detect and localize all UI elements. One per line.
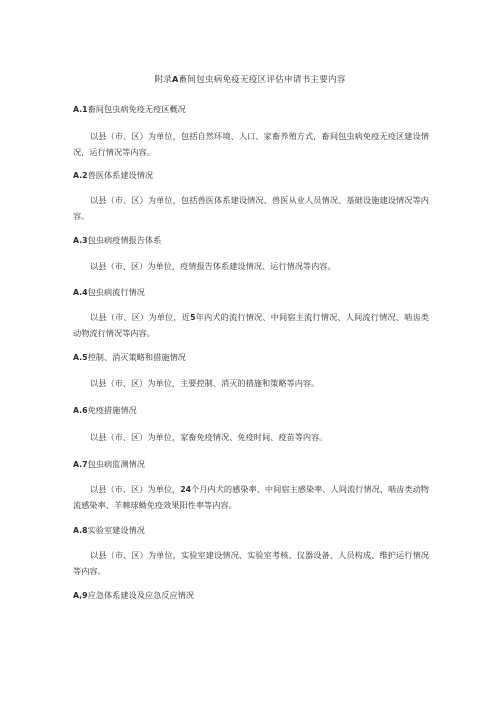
section-number: A.5 xyxy=(73,353,88,362)
section-heading-a1 xyxy=(73,103,186,116)
section-title: 控制、消灭策略和措施情况 xyxy=(87,352,186,362)
document-title xyxy=(0,73,500,86)
section-title: 畜间包虫病免疫无疫区概况 xyxy=(87,104,186,114)
section-heading-a7 xyxy=(73,458,145,471)
section-title: 包虫病疫情报告体系 xyxy=(87,235,162,245)
section-heading-a4 xyxy=(73,286,145,299)
section-heading-a8 xyxy=(73,524,145,537)
section-body-a7 xyxy=(73,482,429,513)
section-number: A.3 xyxy=(73,236,88,245)
section-number: A.2 xyxy=(73,171,88,180)
title-letter: A xyxy=(171,74,179,84)
body-text: 以县（市、区）为单位， xyxy=(90,484,181,494)
section-heading-a5 xyxy=(73,351,186,364)
section-body-a4 xyxy=(73,310,429,341)
section-number: A.6 xyxy=(73,406,88,415)
body-text: 年内犬的流行情况、中间宿主流行情况、人间流行情况、啮齿类动物流行情况等内容。 xyxy=(73,312,429,338)
section-heading-a9 xyxy=(73,589,194,602)
section-heading-a6 xyxy=(73,404,137,417)
section-title: 兽医体系建设情况 xyxy=(87,170,154,180)
section-number: A.4 xyxy=(73,288,88,297)
section-title: 包虫病监测情况 xyxy=(87,459,145,469)
section-title: 应急体系建设及应急反应情况 xyxy=(87,590,195,600)
section-title: 免疫措施情况 xyxy=(87,405,137,415)
section-number: A.7 xyxy=(73,460,88,469)
title-prefix: 附录 xyxy=(154,75,172,85)
section-body-a2: 以县（市、区）为单位，包括兽医体系建设情况、兽医从业人员情况、基础设施建设情况等内容。 xyxy=(73,195,429,221)
body-text: 个月内犬的感染率、中间宿主感染率、人间流行情况、啮齿类动物流感染率、羊棘球蚴免疫效果阳性率等内容。 xyxy=(73,484,429,510)
section-body-a3: 以县（市、区）为单位，疫情报告体系建设情况、运行情况等内容。 xyxy=(90,261,336,271)
section-body-a1: 以县（市、区）为单位，包括自然环境、人口、家畜养殖方式，畜间包虫病免疫无疫区建设情况，运行情况等内容。 xyxy=(73,131,429,157)
section-heading-a2 xyxy=(73,169,153,182)
section-number: A.8 xyxy=(73,526,88,535)
section-number: A,9 xyxy=(73,591,88,600)
body-number: 24 xyxy=(180,485,192,494)
section-body-a5: 以县（市、区）为单位，主要控制、消灭的措施和策略等内容。 xyxy=(90,378,320,388)
title-text: 畜间包虫病免疫无疫区评估申请书主要内容 xyxy=(178,75,346,85)
section-title: 实验室建设情况 xyxy=(87,525,145,535)
body-text: 以县（市、区）为单位，近 xyxy=(90,312,191,322)
section-number: A.1 xyxy=(73,105,88,114)
section-heading-a3 xyxy=(73,234,161,247)
section-title: 包虫病流行情况 xyxy=(87,287,145,297)
body-number: 5 xyxy=(190,313,196,322)
section-body-a8: 以县（市、区）为单位，实验室建设情况、实验室考核、仪器设备、人员构成、维护运行情况等内容。 xyxy=(73,550,429,576)
section-body-a6: 以县（市、区）为单位，家畜免疫情况、免疫时间、疫苗等内容。 xyxy=(90,432,328,442)
